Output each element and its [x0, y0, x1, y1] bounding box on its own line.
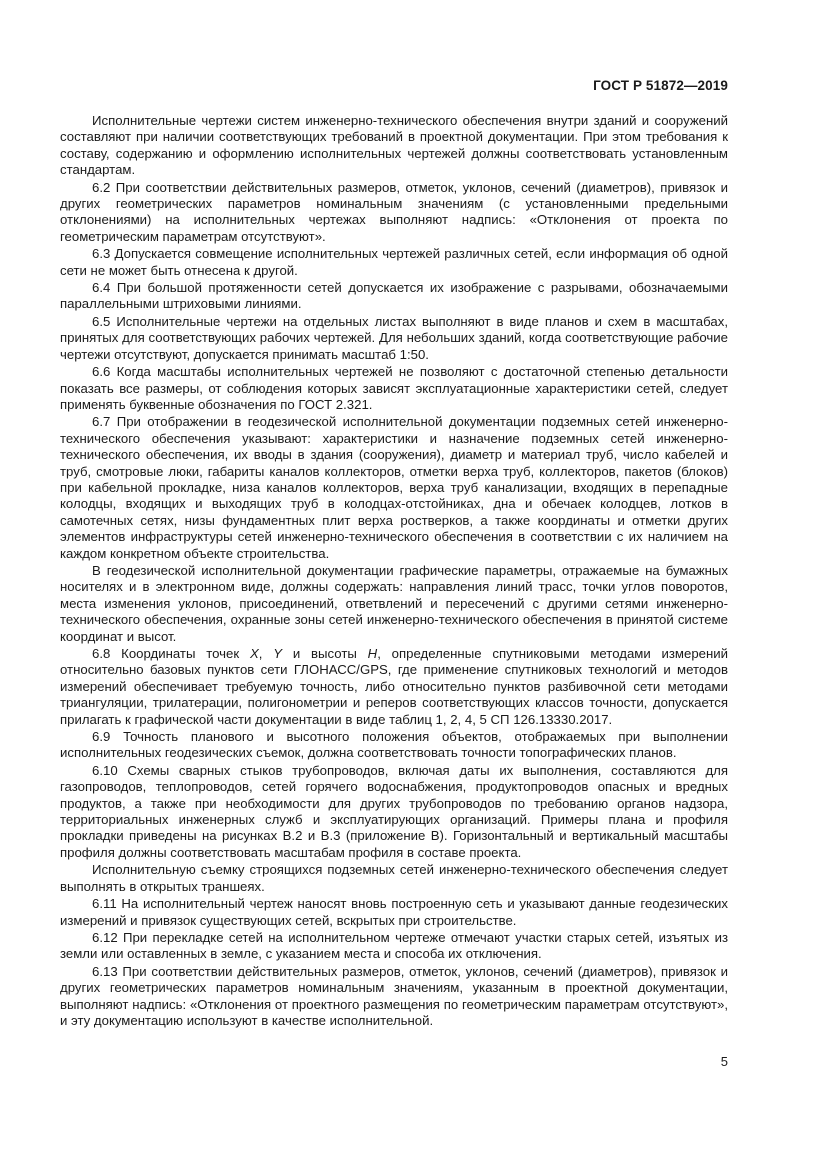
p68-mid: и высоты [282, 646, 368, 661]
paragraph-6-7: 6.7 При отображении в геодезической исполнительной документации подземных сетей инженерно-технического обеспечения указывают: характеристики и назначение подземных сетей инженерно-технического обеспечения, их вводы в здания (сооружения), диаметр и материал труб, число кабелей и труб, смотровые люки, габариты каналов коллекторов, отметки верха труб, коллекторов, пакетов (блоков) при кабельной прокладке, низа каналов коллекторов, верха труб канализации, входящих в перепадные колодцы, входящих и выходящих труб в колодцах-отстойниках, дна и обечаек колодцев, лотков в самотечных сетях, низы фундаментных плит верха ростверков, а также координаты и отметки других элементов инфраструктуры сетей инженерно-технического обеспечения в соответствии с их наличием на каждом конкретном объекте строительства. [60, 414, 728, 561]
document-code-header: ГОСТ Р 51872—2019 [593, 78, 728, 93]
paragraph-6-11: 6.11 На исполнительный чертеж наносят вновь построенную сеть и указывают данные геодезических измерений и привязок существующих сетей, вскрытых при строительстве. [60, 896, 728, 928]
document-body [60, 113, 728, 1029]
paragraph-intro: Исполнительные чертежи систем инженерно-технического обеспечения внутри зданий и сооружений составляют при наличии соответствующих требований в проектной документации. При этом требования к составу, содержанию и оформлению исполнительных чертежей должны соответствовать установленным стандартам. [60, 113, 728, 178]
paragraph-6-2: 6.2 При соответствии действительных размеров, отметок, уклонов, сечений (диаметров), привязок и других геометрических параметров номинальным значениям (с установленными предельными отклонениями) на исполнительных чертежах выполняют надпись: «Отклонения от проекта по геометрическим параметрам отсутствуют». [60, 179, 728, 244]
coord-x: X [249, 646, 259, 661]
p68-pre: 6.8 Координаты точек [92, 646, 250, 661]
coord-y: Y [273, 646, 283, 661]
paragraph-6-4: 6.4 При большой протяженности сетей допускается их изображение с разрывами, обозначаемыми параллельными штриховыми линиями. [60, 280, 728, 312]
paragraph-6-8 [60, 646, 728, 728]
paragraph-6-9: 6.9 Точность планового и высотного положения объектов, отображаемых при выполнении исполнительных геодезических съемок, должна соответствовать точности топографических планов. [60, 729, 728, 761]
paragraph-6-5: 6.5 Исполнительные чертежи на отдельных листах выполняют в виде планов и схем в масштабах, принятых для соответствующих рабочих чертежей. Для небольших зданий, когда соответствующие рабочие чертежи отсутствуют, допускается принимать масштаб 1:50. [60, 313, 728, 362]
page-number: 5 [720, 1054, 728, 1069]
paragraph-6-10: 6.10 Схемы сварных стыков трубопроводов, включая даты их выполнения, составляются для газопроводов, теплопроводов, сетей горячего водоснабжения, продуктопроводов опасных и вредных продуктов, а также при необходимости для других трубопроводов по требованию органов надзора, территориальных инженерных служб и эксплуатирующих организаций. Примеры плана и профиля прокладки приведены на рисунках В.2 и В.3 (приложение В). Горизонтальный и вертикальный масштабы профиля должны соответствовать масштабам профиля в составе проекта. [60, 762, 728, 860]
paragraph-6-6: 6.6 Когда масштабы исполнительных чертежей не позволяют с достаточной степенью детальности показать все размеры, от соблюдения которых зависят эксплуатационные характеристики сетей, следует применять буквенные обозначения по ГОСТ 2.321. [60, 364, 728, 412]
paragraph-6-13: 6.13 При соответствии действительных размеров, отметок, уклонов, сечений (диаметров), привязок и других геометрических параметров номинальным значениям, указанным в проектной документации, выполняют надпись: «Отклонения от проектного размещения по геометрическим параметрам отсутствуют», и эту документацию используют в качестве исполнительной. [60, 963, 728, 1028]
paragraph-6-12: 6.12 При перекладке сетей на исполнительном чертеже отмечают участки старых сетей, изъятых из земли или оставленных в земле, с указанием места и способа их отключения. [60, 929, 728, 962]
paragraph-6-7-graphic-params: В геодезической исполнительной документации графические параметры, отражаемые на бумажных носителях и в электронном виде, должны содержать: направления линий трасс, точки углов поворотов, места изменения уклонов, присоединений, ответвлений и пересечений с другими сетями инженерно-технического обеспечения, охранные зоны сетей инженерно-технического обеспечения в принятой системе координат и высот. [60, 562, 728, 644]
coord-h: H [367, 646, 378, 661]
paragraph-6-3: 6.3 Допускается совмещение исполнительных чертежей различных сетей, если информация об одной сети не может быть отнесена к другой. [60, 246, 728, 278]
p68-sep1: , [258, 646, 274, 661]
p68-post: , определенные спутниковыми методами измерений относительно базовых пунктов сети ГЛОНАСС/GPS, где применение спутниковых технологий и методов измерений обеспечивает требуемую точность, либо относительно пунктов разбивочной сети методами триангуляции, трилатерации, полигонометрии и реперов соответствующих классов точности, допускается прилагать к графической части документации в виде таблиц 1, 2, 4, 5 СП 126.13330.2017. [60, 646, 729, 727]
paragraph-6-10-survey: Исполнительную съемку строящихся подземных сетей инженерно-технического обеспечения следует выполнять в открытых траншеях. [60, 862, 728, 894]
